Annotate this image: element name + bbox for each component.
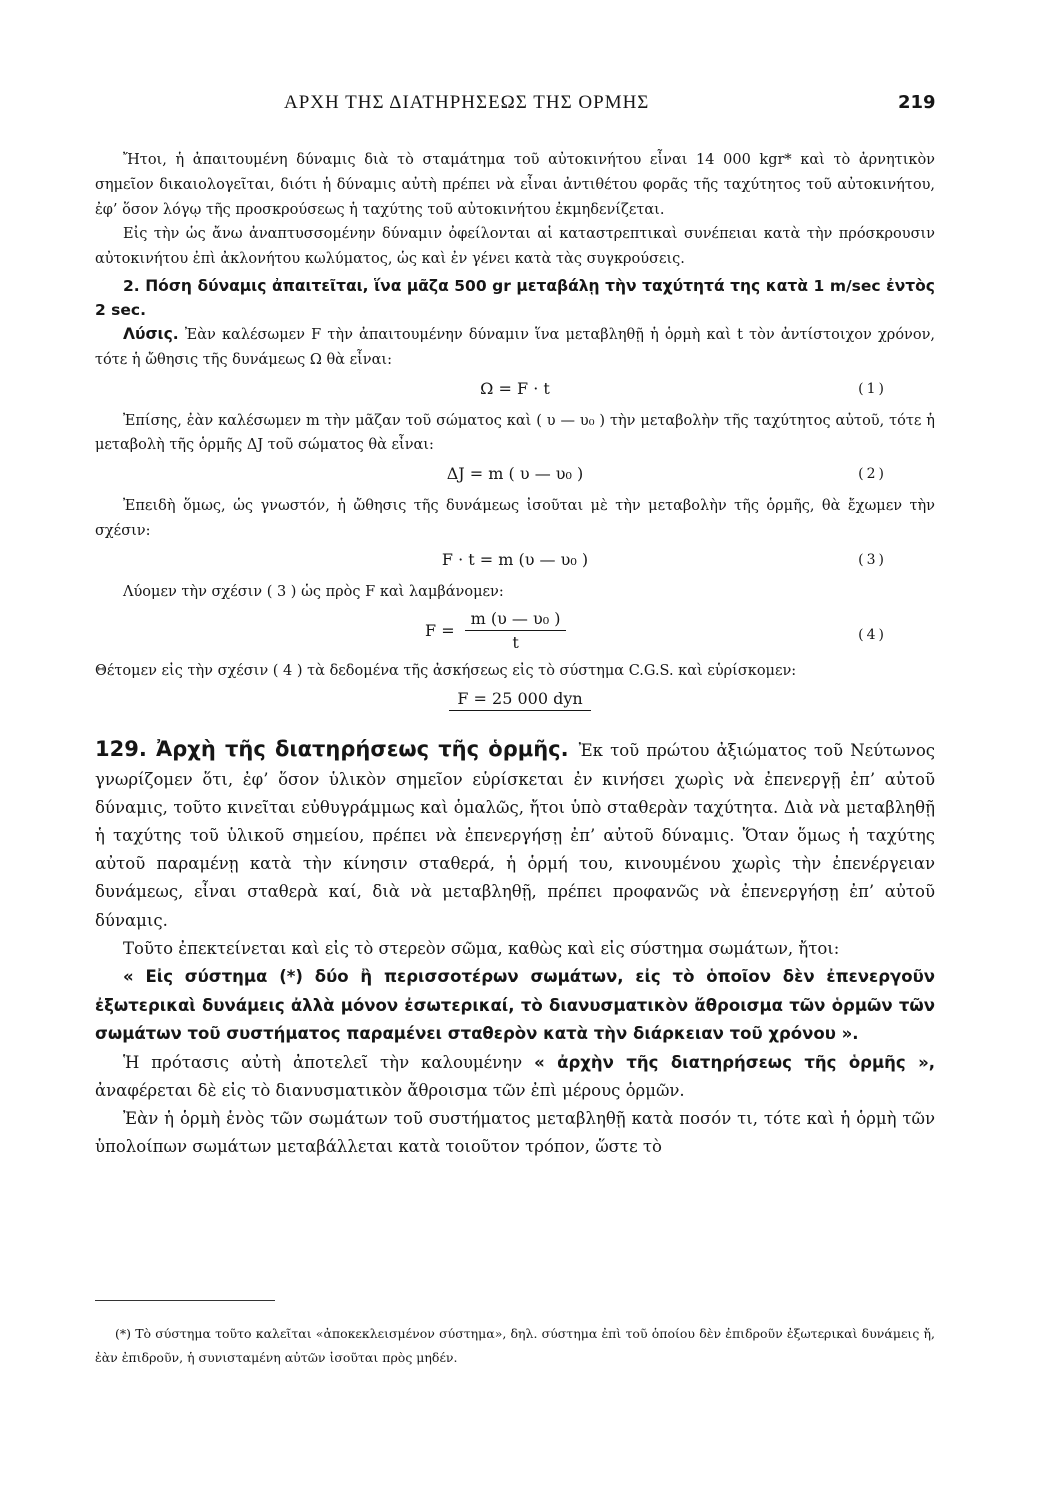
equation-expression: F · t = m (υ — υ₀ )	[441, 549, 589, 569]
equation-number: (4)	[858, 626, 887, 643]
paragraph	[95, 1049, 935, 1105]
page-number: 219	[898, 92, 936, 113]
equation-3	[95, 544, 935, 580]
fraction-denominator: t	[512, 632, 519, 652]
section-intro-text: Ἐκ τοῦ πρώτου ἀξιώματος τοῦ Νεύτωνος γνωρίζομεν ὅτι, ἐφ’ ὅσον ὑλικὸν σημεῖον εὑρίσκεται ἐν κινήσει χωρὶς νὰ ἐπενεργῇ ἐπ’ αὐτοῦ δύναμις, τοῦτο κινεῖται εὐθυγράμμως καὶ ὁμαλῶς, ἤτοι ὑπὸ σταθερὰν ταχύτητα. Διὰ νὰ μεταβληθῇ ἡ ταχύτης τοῦ ὑλικοῦ σημείου, πρέπει νὰ ἐπενεργήσῃ ἐπ’ αὐτοῦ δύναμις. Ὅταν ὅμως ἡ ταχύτης αὐτοῦ παραμένῃ κατὰ τὴν κίνησιν σταθερά, ἡ ὁρμή του, κινουμένου χωρὶς τὴν ἐπενέργειαν δυνάμεως, εἶναι σταθερὰ καί, διὰ νὰ μεταβληθῇ, πρέπει προφανῶς νὰ ἐπενεργήσῃ ἐπ’ αὐτοῦ δύναμις.	[95, 741, 936, 930]
equation-2	[95, 458, 935, 494]
paragraph: Τοῦτο ἐπεκτείνεται καὶ εἰς τὸ στερεὸν σῶμα, καθὼς καὶ εἰς σύστημα σωμάτων, ἤτοι:	[123, 938, 840, 958]
paragraph: Ἐὰν ἡ ὁρμὴ ἑνὸς τῶν σωμάτων τοῦ συστήματος μεταβληθῇ κατὰ ποσόν τι, τότε καὶ ἡ ὁρμὴ τῶν ὑπολοίπων σωμάτων μεταβάλλεται κατὰ τοιοῦτον τρόπον, ὥστε τὸ	[95, 1109, 935, 1157]
paragraph-text: ἀναφέρεται δὲ εἰς τὸ διανυσματικὸν ἄθροισμα τῶν ἐπὶ μέρους ὁρμῶν.	[95, 1080, 685, 1100]
equation-4	[95, 605, 935, 659]
equation-1	[95, 373, 935, 409]
equation-expression: Ω = F · t	[480, 378, 550, 398]
footnote: (*) Τὸ σύστημα τοῦτο καλεῖται «ἀποκεκλεισμένον σύστημα», δηλ. σύστημα ἐπὶ τοῦ ὁποίου δὲν ἐπιδροῦν ἐξωτερικαὶ δυνάμεις ἤ, ἐὰν ἐπιδροῦν, ἡ συνισταμένη αὐτῶν ἰσοῦται πρὸς μηδέν.	[95, 1326, 935, 1365]
section-intro-paragraph	[95, 735, 935, 934]
principle-statement: « Εἰς σύστημα (*) δύο ἢ περισσοτέρων σωμάτων, εἰς τὸ ὁποῖον δὲν ἐπενεργοῦν ἐξωτερικαὶ δυνάμεις ἀλλὰ μόνον ἐσωτερικαί, τὸ διανυσματικὸν ἄθροισμα τῶν ὁρμῶν τῶν σωμάτων τοῦ συστήματος παραμένει σταθερὸν κατὰ τὴν διάρκειαν τοῦ χρόνου ».	[95, 966, 935, 1044]
fraction-numerator: m (υ — υ₀ )	[465, 609, 567, 631]
equation-lhs: F =	[425, 620, 455, 640]
equation-number: (1)	[858, 380, 887, 397]
paragraph: Ἐπειδὴ ὅμως, ὡς γνωστόν, ἡ ὤθησις τῆς δυνάμεως ἰσοῦται μὲ τὴν μεταβολὴν τῆς ὁρμῆς, θὰ ἔχωμεν τὴν σχέσιν:	[95, 498, 935, 539]
page-header	[0, 92, 1060, 120]
fraction	[465, 609, 567, 652]
equation-expression: ΔJ = m ( υ — υ₀ )	[446, 464, 584, 484]
section-title: 129. Ἀρχὴ τῆς διατηρήσεως τῆς ὁρμῆς.	[95, 737, 569, 762]
page-body	[95, 148, 935, 1162]
problem-statement: 2. Πόση δύναμις ἀπαιτεῖται, ἵνα μᾶζα 500 gr μεταβάλῃ τὴν ταχύτητά της κατὰ 1 m/sec ἐντὸς 2 sec.	[95, 276, 935, 319]
result-line	[95, 683, 935, 723]
section-129	[95, 735, 935, 1161]
solution-paragraph	[95, 322, 935, 373]
paragraph: Θέτομεν εἰς τὴν σχέσιν ( 4 ) τὰ δεδομένα τῆς ἀσκήσεως εἰς τὸ σύστημα C.G.S. καὶ εὑρίσκομεν:	[95, 662, 797, 679]
equation-number: (3)	[858, 551, 887, 568]
footnote-divider	[95, 1300, 275, 1301]
solution-label: Λύσις.	[123, 324, 179, 343]
running-title: ΑΡΧΗ ΤΗΣ ΔΙΑΤΗΡΗΣΕΩΣ ΤΗΣ ΟΡΜΗΣ	[284, 92, 650, 113]
paragraph-text: Ἡ πρότασις αὐτὴ ἀποτελεῖ τὴν καλουμένην	[123, 1052, 523, 1072]
paragraph: Λύομεν τὴν σχέσιν ( 3 ) ὡς πρὸς F καὶ λαμβάνομεν:	[123, 583, 504, 600]
result-expression: F = 25 000 dyn	[449, 689, 590, 711]
equation-number: (2)	[858, 466, 887, 483]
solution-text: Ἐὰν καλέσωμεν F τὴν ἀπαιτουμένην δύναμιν ἵνα μεταβληθῇ ἡ ὁρμὴ καὶ t τὸν ἀντίστοιχον χρόνον, τότε ἡ ὤθησις τῆς δυνάμεως Ω θὰ εἶναι:	[95, 326, 936, 368]
fraction-equation	[425, 609, 566, 652]
paragraph: Ἤτοι, ἡ ἀπαιτουμένη δύναμις διὰ τὸ σταμάτημα τοῦ αὐτοκινήτου εἶναι 14 000 kgr* καὶ τὸ ἀρνητικὸν σημεῖον δικαιολογεῖται, διότι ἡ δύναμις αὐτὴ πρέπει νὰ εἶναι ἀντιθέτου φορᾶς τῆς ταχύτητος τοῦ αὐτοκινήτου, ἐφ’ ὅσον λόγῳ τῆς προσκρούσεως ἡ ταχύτης τοῦ αὐτοκινήτου ἐκμηδενίζεται.	[95, 152, 935, 218]
paragraph: Ἐπίσης, ἐὰν καλέσωμεν m τὴν μᾶζαν τοῦ σώματος καὶ ( υ — υ₀ ) τὴν μεταβολὴν τῆς ταχύτητος αὐτοῦ, τότε ἡ μεταβολὴ τῆς ὁρμῆς ΔJ τοῦ σώματος θὰ εἶναι:	[95, 412, 935, 454]
paragraph: Εἰς τὴν ὡς ἄνω ἀναπτυσσομένην δύναμιν ὀφείλονται αἱ καταστρεπτικαὶ συνέπειαι κατὰ τὴν πρόσκρουσιν αὐτοκινήτου ἐπὶ ἀκλονήτου κωλύματος, ὡς καὶ ἐν γένει κατὰ τὰς συγκρούσεις.	[95, 226, 935, 268]
principle-name: « ἀρχὴν τῆς διατηρήσεως τῆς ὁρμῆς »,	[534, 1052, 935, 1072]
